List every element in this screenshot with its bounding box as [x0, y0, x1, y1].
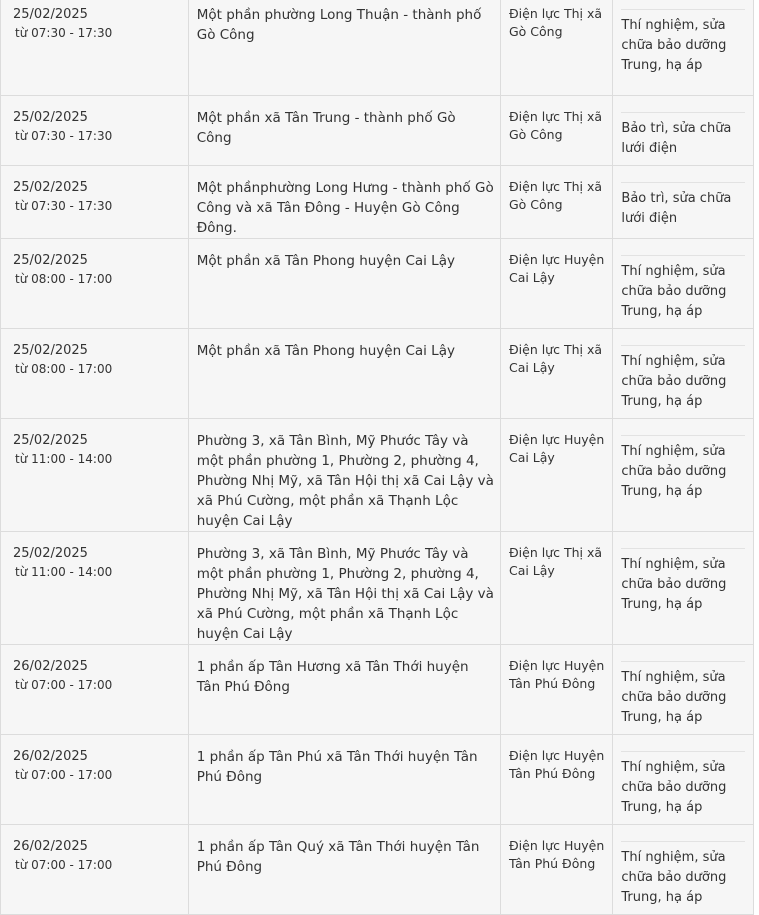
power-unit: Điện lực Huyện Cai Lậy: [508, 432, 605, 465]
power-unit: Điện lực Thị xã Gò Công: [508, 6, 603, 39]
outage-area: Phường 3, xã Tân Bình, Mỹ Phước Tây và một phần phường 1, Phường 2, phường 4, Phường Nhị Mỹ, xã Tân Hội thị xã Cai Lậy và xã Phú Cường, một phần xã Thạnh Lộc huyện Cai Lậy: [196, 546, 494, 642]
table-row: [1, 735, 754, 825]
reason-divider: [621, 112, 745, 113]
outage-time: từ 07:00 - 17:00: [15, 678, 113, 692]
date-cell: [1, 166, 189, 239]
outage-time: từ 07:30 - 17:30: [15, 26, 113, 40]
table-row: [1, 825, 754, 915]
outage-reason: Bảo trì, sửa chữa lưới điện: [621, 121, 732, 156]
table-row: [1, 0, 754, 96]
outage-date: 25/02/2025: [13, 546, 88, 561]
outage-time: từ 08:00 - 17:00: [15, 272, 113, 286]
reason-cell: [613, 645, 754, 735]
outage-reason: Thí nghiệm, sửa chữa bảo dưỡng Trung, hạ áp: [621, 18, 727, 73]
outage-time: từ 07:30 - 17:30: [15, 129, 113, 143]
unit-cell: [500, 645, 612, 735]
outage-reason: Thí nghiệm, sửa chữa bảo dưỡng Trung, hạ áp: [621, 444, 727, 499]
reason-divider: [621, 182, 745, 183]
outage-area: Một phần phường Long Thuận - thành phố Gò Công: [196, 7, 482, 43]
outage-area: 1 phần ấp Tân Hương xã Tân Thới huyện Tân Phú Đông: [196, 659, 469, 695]
unit-cell: [500, 825, 612, 915]
outage-area: Một phần xã Tân Trung - thành phố Gò Công: [196, 110, 456, 146]
power-unit: Điện lực Thị xã Gò Công: [508, 109, 603, 142]
date-cell: [1, 735, 189, 825]
area-cell: [188, 645, 500, 735]
outage-area: Phường 3, xã Tân Bình, Mỹ Phước Tây và một phần phường 1, Phường 2, phường 4, Phường Nhị Mỹ, xã Tân Hội thị xã Cai Lậy và xã Phú Cường, một phần xã Thạnh Lộc huyện Cai Lậy: [196, 433, 494, 529]
outage-reason: Thí nghiệm, sửa chữa bảo dưỡng Trung, hạ áp: [621, 557, 727, 612]
area-cell: [188, 239, 500, 329]
area-cell: [188, 735, 500, 825]
power-unit: Điện lực Huyện Tân Phú Đông: [508, 748, 605, 781]
reason-cell: [613, 825, 754, 915]
area-cell: [188, 532, 500, 645]
date-cell: [1, 239, 189, 329]
area-cell: [188, 166, 500, 239]
unit-cell: [500, 329, 612, 419]
date-cell: [1, 96, 189, 166]
outage-reason: Thí nghiệm, sửa chữa bảo dưỡng Trung, hạ áp: [621, 264, 727, 319]
reason-cell: [613, 0, 754, 96]
reason-cell: [613, 96, 754, 166]
power-unit: Điện lực Huyện Tân Phú Đông: [508, 658, 605, 691]
outage-time: từ 08:00 - 17:00: [15, 362, 113, 376]
power-unit: Điện lực Huyện Tân Phú Đông: [508, 838, 605, 871]
reason-divider: [621, 345, 745, 346]
unit-cell: [500, 0, 612, 96]
outage-time: từ 07:30 - 17:30: [15, 199, 113, 213]
outage-reason: Thí nghiệm, sửa chữa bảo dưỡng Trung, hạ áp: [621, 850, 727, 905]
outage-date: 25/02/2025: [13, 433, 88, 448]
reason-divider: [621, 548, 745, 549]
reason-divider: [621, 841, 745, 842]
date-cell: [1, 0, 189, 96]
area-cell: [188, 825, 500, 915]
power-unit: Điện lực Thị xã Cai Lậy: [508, 342, 603, 375]
table-row: [1, 532, 754, 645]
unit-cell: [500, 735, 612, 825]
outage-date: 25/02/2025: [13, 180, 88, 195]
table-row: [1, 645, 754, 735]
outage-area: 1 phần ấp Tân Quý xã Tân Thới huyện Tân Phú Đông: [196, 839, 480, 875]
outage-reason: Thí nghiệm, sửa chữa bảo dưỡng Trung, hạ áp: [621, 354, 727, 409]
outage-date: 25/02/2025: [13, 253, 88, 268]
area-cell: [188, 419, 500, 532]
reason-divider: [621, 9, 745, 10]
outage-area: 1 phần ấp Tân Phú xã Tân Thới huyện Tân Phú Đông: [196, 749, 478, 785]
reason-cell: [613, 419, 754, 532]
date-cell: [1, 825, 189, 915]
date-cell: [1, 532, 189, 645]
reason-cell: [613, 329, 754, 419]
table-row: [1, 166, 754, 239]
unit-cell: [500, 239, 612, 329]
outage-date: 25/02/2025: [13, 7, 88, 22]
table-row: [1, 96, 754, 166]
outage-area: Một phần xã Tân Phong huyện Cai Lậy: [196, 343, 455, 359]
area-cell: [188, 96, 500, 166]
outage-date: 25/02/2025: [13, 343, 88, 358]
reason-cell: [613, 735, 754, 825]
outage-reason: Thí nghiệm, sửa chữa bảo dưỡng Trung, hạ áp: [621, 760, 727, 815]
outage-time: từ 07:00 - 17:00: [15, 768, 113, 782]
unit-cell: [500, 419, 612, 532]
unit-cell: [500, 166, 612, 239]
reason-divider: [621, 435, 745, 436]
date-cell: [1, 419, 189, 532]
power-unit: Điện lực Huyện Cai Lậy: [508, 252, 605, 285]
area-cell: [188, 0, 500, 96]
outage-reason: Bảo trì, sửa chữa lưới điện: [621, 191, 732, 226]
date-cell: [1, 329, 189, 419]
date-cell: [1, 645, 189, 735]
outage-date: 26/02/2025: [13, 749, 88, 764]
outage-time: từ 11:00 - 14:00: [15, 565, 113, 579]
reason-divider: [621, 661, 745, 662]
table-row: [1, 239, 754, 329]
table-row: [1, 329, 754, 419]
outage-time: từ 11:00 - 14:00: [15, 452, 113, 466]
outage-date: 26/02/2025: [13, 659, 88, 674]
unit-cell: [500, 532, 612, 645]
outage-area: Một phầnphường Long Hưng - thành phố Gò Công và xã Tân Đông - Huyện Gò Công Đông.: [196, 180, 494, 236]
reason-cell: [613, 239, 754, 329]
power-unit: Điện lực Thị xã Gò Công: [508, 179, 603, 212]
reason-divider: [621, 751, 745, 752]
power-unit: Điện lực Thị xã Cai Lậy: [508, 545, 603, 578]
unit-cell: [500, 96, 612, 166]
area-cell: [188, 329, 500, 419]
outage-date: 25/02/2025: [13, 110, 88, 125]
table-body: [1, 0, 754, 915]
table-row: [1, 419, 754, 532]
outage-area: Một phần xã Tân Phong huyện Cai Lậy: [196, 253, 455, 269]
outage-date: 26/02/2025: [13, 839, 88, 854]
reason-cell: [613, 532, 754, 645]
outage-time: từ 07:00 - 17:00: [15, 858, 113, 872]
reason-cell: [613, 166, 754, 239]
outage-reason: Thí nghiệm, sửa chữa bảo dưỡng Trung, hạ áp: [621, 670, 727, 725]
reason-divider: [621, 255, 745, 256]
